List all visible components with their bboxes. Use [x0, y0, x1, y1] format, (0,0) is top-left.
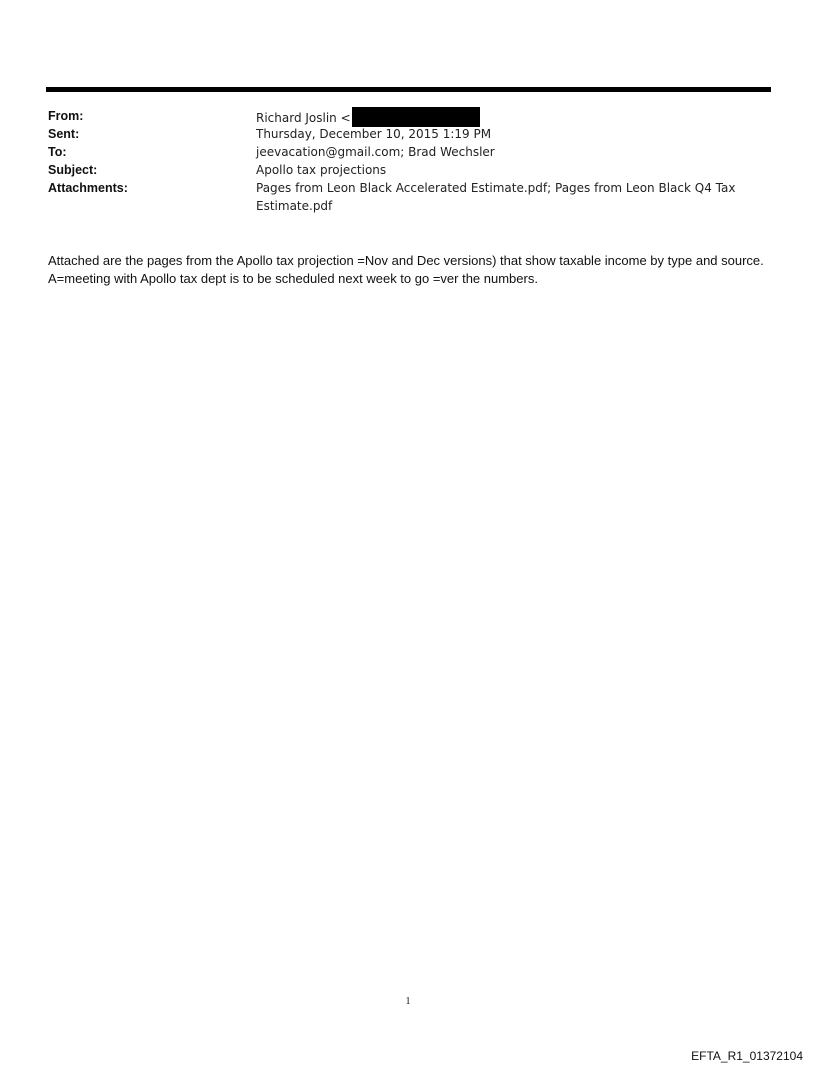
to-label: To:: [48, 145, 67, 159]
sent-value: Thursday, December 10, 2015 1:19 PM: [256, 127, 492, 141]
sent-label: Sent:: [48, 127, 80, 141]
header-divider: [46, 87, 771, 92]
from-value: [256, 107, 736, 127]
redaction-box: [352, 107, 480, 127]
page-number: 1: [405, 996, 411, 1007]
document-id: EFTA_R1_01372104: [691, 1049, 803, 1063]
subject-label: Subject:: [48, 163, 98, 177]
to-value: jeevacation@gmail.com; Brad Wechsler: [256, 145, 495, 159]
subject-value: Apollo tax projections: [256, 163, 387, 177]
from-label: From:: [48, 109, 84, 123]
email-body: Attached are the pages from the Apollo tax projection =Nov and Dec versions) that show taxable income by type and source. A=meeting with Apollo tax dept is to be scheduled next week to go =ver the numbers.: [48, 253, 764, 286]
attachments-label: Attachments:: [48, 181, 128, 195]
attachments-value: Pages from Leon Black Accelerated Estimate.pdf; Pages from Leon Black Q4 Tax Estimate.pdf: [256, 181, 736, 213]
from-name: Richard Joslin <: [256, 111, 351, 125]
